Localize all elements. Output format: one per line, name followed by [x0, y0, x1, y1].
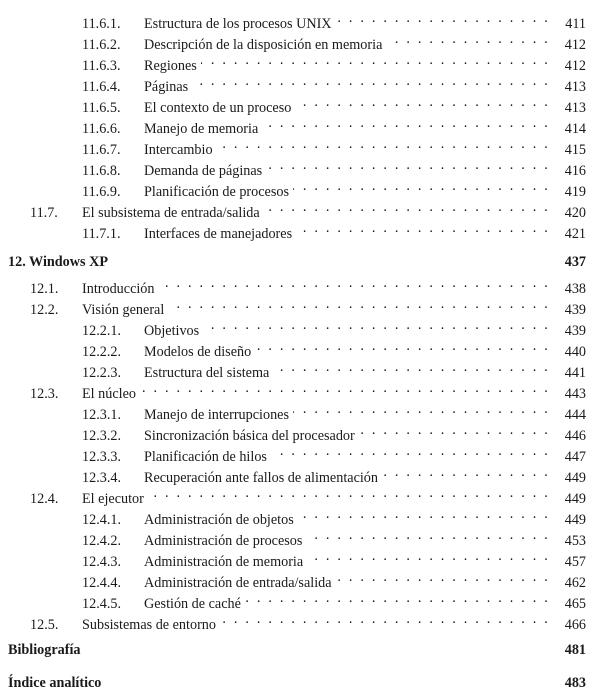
toc-entry[interactable]	[82, 134, 586, 158]
dot-leader	[203, 315, 550, 335]
dot-leader	[336, 8, 550, 28]
toc-entry-title: Introducción	[82, 281, 155, 297]
toc-entry-title: Manejo de interrupciones	[144, 407, 289, 423]
toc-entry-page-number: 439	[564, 302, 586, 318]
toc-entry-page-number: 437	[564, 254, 586, 270]
toc-entry-number: 12.4.4.	[82, 575, 122, 591]
toc-entry[interactable]	[82, 420, 586, 444]
toc-entry[interactable]	[8, 252, 586, 272]
dot-leader	[296, 218, 550, 238]
dot-leader	[306, 525, 550, 545]
toc-entry-number: 12.3.3.	[82, 449, 122, 465]
toc-entry[interactable]	[30, 609, 586, 633]
toc-entry-page-number: 462	[564, 575, 586, 591]
toc-entry-title: 12. Windows XP	[8, 254, 108, 270]
toc-entry[interactable]	[82, 546, 586, 570]
toc-entry-title: Administración de memoria	[144, 554, 304, 570]
toc-entry-number: 12.4.5.	[82, 596, 122, 612]
toc-entry-number: 11.7.	[30, 205, 58, 221]
toc-entry[interactable]	[8, 673, 586, 693]
toc-entry-page-number: 446	[564, 428, 586, 444]
toc-entry-number: 11.6.9.	[82, 184, 121, 200]
toc-entry-number: 12.3.2.	[82, 428, 122, 444]
toc-entry[interactable]	[82, 567, 586, 591]
toc-entry-number: 11.6.3.	[82, 58, 121, 74]
toc-entry-number: 11.6.7.	[82, 142, 121, 158]
toc-entry-page-number: 447	[564, 449, 586, 465]
dot-leader	[192, 71, 550, 91]
toc-entry-page-number: 444	[564, 407, 586, 423]
toc-entry[interactable]	[82, 441, 586, 465]
toc-entry-page-number: 449	[564, 491, 586, 507]
toc-entry-title: Planificación de procesos	[144, 184, 289, 200]
toc-entry-page-number: 449	[564, 512, 586, 528]
dot-leader	[293, 176, 550, 196]
toc-entry[interactable]	[82, 50, 586, 74]
toc-entry-title: Interfaces de manejadores	[144, 226, 293, 242]
toc-entry-title: Intercambio	[144, 142, 213, 158]
toc-entry[interactable]	[82, 336, 586, 360]
dot-leader	[217, 134, 550, 154]
toc-entry-number: 11.6.8.	[82, 163, 121, 179]
toc-entry[interactable]	[82, 71, 586, 95]
toc-entry-title: Administración de objetos	[144, 512, 294, 528]
toc-entry[interactable]	[82, 399, 586, 423]
toc-entry-number: 12.3.1.	[82, 407, 122, 423]
toc-entry-page-number: 414	[564, 121, 586, 137]
toc-entry-number: 12.3.4.	[82, 470, 122, 486]
dot-leader	[293, 399, 550, 419]
toc-entry[interactable]	[82, 315, 586, 339]
toc-entry[interactable]	[30, 273, 586, 297]
toc-entry[interactable]	[82, 92, 586, 116]
dot-leader	[359, 420, 550, 440]
dot-leader	[140, 378, 550, 398]
toc-entry-number: 12.5.	[30, 617, 59, 633]
dot-leader	[382, 462, 550, 482]
dot-leader	[264, 197, 550, 217]
toc-entry-number: 12.2.2.	[82, 344, 122, 360]
toc-entry-page-number: 483	[564, 675, 586, 691]
toc-entry-page-number: 412	[564, 37, 586, 53]
dot-leader	[386, 29, 550, 49]
toc-entry-title: Objetivos	[144, 323, 200, 339]
toc-entry-title: Recuperación ante fallos de alimentación	[144, 470, 378, 486]
toc-entry-number: 12.3.	[30, 386, 59, 402]
toc-entry[interactable]	[82, 29, 586, 53]
toc-entry[interactable]	[30, 483, 586, 507]
toc-entry[interactable]	[8, 640, 586, 660]
toc-entry[interactable]	[30, 378, 586, 402]
dot-leader	[266, 155, 550, 175]
toc-entry-page-number: 443	[564, 386, 586, 402]
dot-leader	[271, 441, 550, 461]
dot-leader	[298, 504, 550, 524]
dot-leader	[159, 273, 551, 293]
toc-entry-title: El subsistema de entrada/salida	[82, 205, 260, 221]
toc-entry-number: 12.2.1.	[82, 323, 122, 339]
toc-entry[interactable]	[82, 525, 586, 549]
toc-entry-page-number: 481	[564, 642, 586, 658]
toc-entry-title: Descripción de la disposición en memoria	[144, 37, 383, 53]
toc-entry-title: Estructura del sistema	[144, 365, 270, 381]
toc-entry-number: 11.6.2.	[82, 37, 121, 53]
toc-entry-number: 12.4.1.	[82, 512, 122, 528]
dot-leader	[336, 567, 550, 587]
dot-leader	[245, 588, 550, 608]
toc-entry[interactable]	[82, 8, 586, 32]
toc-entry-page-number: 415	[564, 142, 586, 158]
toc-entry-number: 11.6.4.	[82, 79, 121, 95]
toc-entry-title: Estructura de los procesos UNIX	[144, 16, 332, 32]
dot-leader	[201, 50, 550, 70]
toc-entry-page-number: 413	[564, 79, 586, 95]
toc-entry-page-number: 439	[564, 323, 586, 339]
dot-leader	[262, 113, 550, 133]
dot-leader	[255, 336, 550, 356]
toc-entry-number: 12.4.2.	[82, 533, 122, 549]
toc-entry[interactable]	[82, 462, 586, 486]
toc-entry[interactable]	[82, 176, 586, 200]
toc-entry-page-number: 421	[564, 226, 586, 242]
toc-entry-page-number: 416	[564, 163, 586, 179]
toc-entry[interactable]	[30, 294, 586, 318]
toc-entry[interactable]	[82, 113, 586, 137]
toc-entry[interactable]	[82, 588, 586, 612]
toc-entry-page-number: 441	[564, 365, 586, 381]
toc-entry-title: Regiones	[144, 58, 197, 74]
toc-entry-title: El núcleo	[82, 386, 136, 402]
toc-entry-number: 12.1.	[30, 281, 59, 297]
toc-entry-title: Índice analítico	[8, 675, 102, 691]
toc-entry-page-number: 449	[564, 470, 586, 486]
toc-entry-title: Planificación de hilos	[144, 449, 267, 465]
toc-entry-title: El contexto de un proceso	[144, 100, 292, 116]
dot-leader	[307, 546, 550, 566]
toc-entry[interactable]	[82, 504, 586, 528]
toc-entry-title: Bibliografía	[8, 642, 81, 658]
toc-entry-title: Sincronización básica del procesador	[144, 428, 355, 444]
toc-entry-number: 11.6.6.	[82, 121, 121, 137]
toc-entry-title: Modelos de diseño	[144, 344, 252, 360]
toc-entry-page-number: 412	[564, 58, 586, 74]
dot-leader	[168, 294, 550, 314]
toc-entry-title: Páginas	[144, 79, 189, 95]
toc-entry-title: Gestión de caché	[144, 596, 241, 612]
toc-entry-number: 12.4.	[30, 491, 59, 507]
toc-entry-number: 12.2.3.	[82, 365, 122, 381]
toc-entry[interactable]	[82, 357, 586, 381]
toc-entry[interactable]	[82, 155, 586, 179]
dot-leader	[148, 483, 550, 503]
toc-entry-page-number: 453	[564, 533, 586, 549]
toc-entry-title: Demanda de páginas	[144, 163, 263, 179]
toc-entry-title: El ejecutor	[82, 491, 144, 507]
toc-entry-page-number: 457	[564, 554, 586, 570]
toc-entry-page-number: 411	[565, 16, 586, 32]
toc-entry-page-number: 419	[564, 184, 586, 200]
dot-leader	[295, 92, 550, 112]
toc-entry-number: 12.2.	[30, 302, 59, 318]
toc-entry[interactable]	[30, 197, 586, 221]
toc-entry-title: Visión general	[82, 302, 165, 318]
toc-entry-title: Subsistemas de entorno	[82, 617, 216, 633]
toc-entry-number: 11.7.1.	[82, 226, 121, 242]
toc-entry-page-number: 466	[564, 617, 586, 633]
toc-entry-title: Manejo de memoria	[144, 121, 259, 137]
toc-entry-number: 11.6.5.	[82, 100, 121, 116]
toc-entry-number: 11.6.1.	[82, 16, 121, 32]
toc-entry-page-number: 420	[564, 205, 586, 221]
toc-entry-title: Administración de procesos	[144, 533, 303, 549]
toc-entry-page-number: 440	[564, 344, 586, 360]
toc-entry-number: 12.4.3.	[82, 554, 122, 570]
dot-leader	[220, 609, 550, 629]
toc-entry[interactable]	[82, 218, 586, 242]
toc-entry-page-number: 465	[564, 596, 586, 612]
toc-entry-page-number: 438	[564, 281, 586, 297]
dot-leader	[273, 357, 550, 377]
toc-entry-title: Administración de entrada/salida	[144, 575, 332, 591]
toc-entry-page-number: 413	[564, 100, 586, 116]
